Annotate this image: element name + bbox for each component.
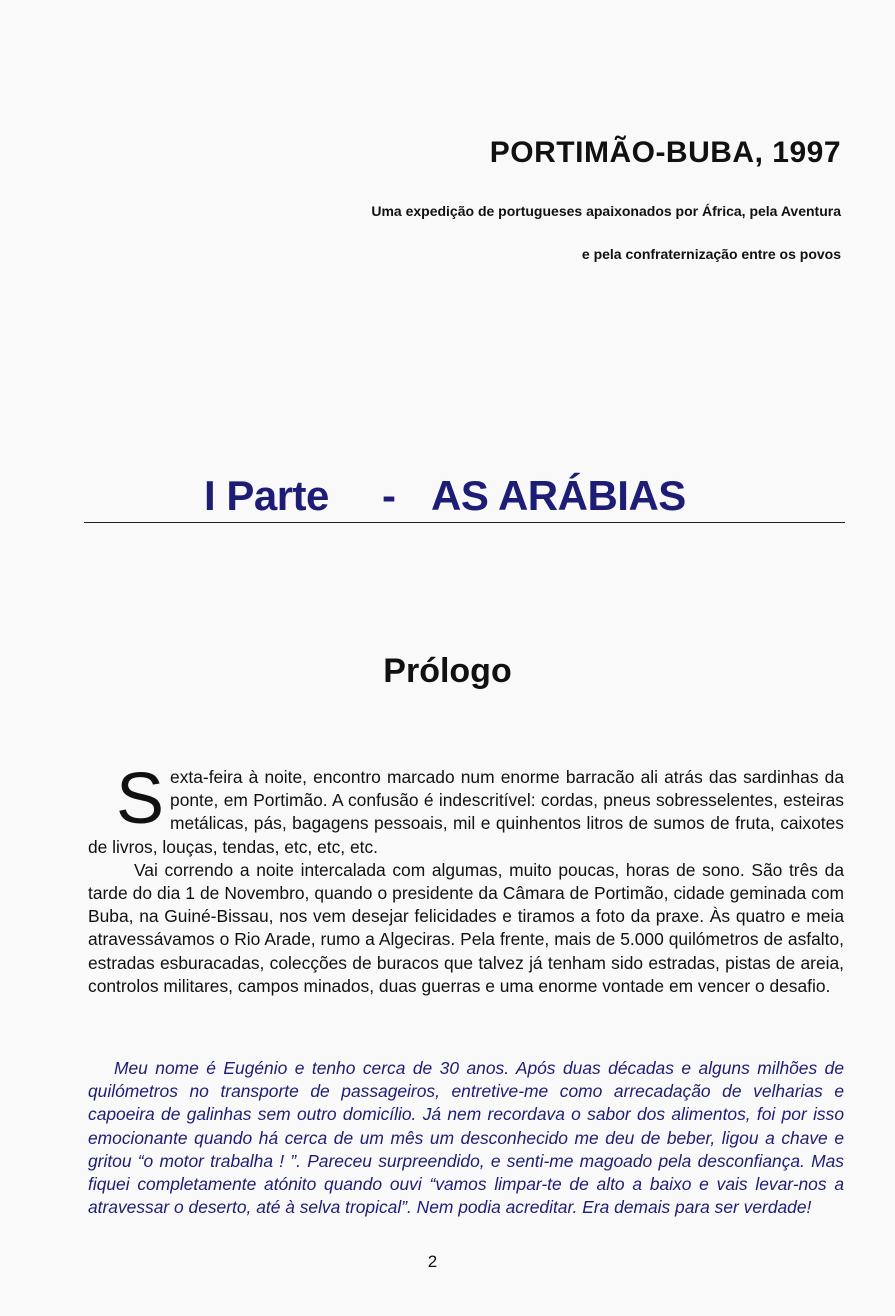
paragraph-1-text: exta-feira à noite, encontro marcado num enorme barracão ali atrás das sardinhas da ponte, em Portimão. A confusão é indescritível: cordas, pneus sobresselentes, esteiras metálicas, pás, bagagens pessoais, mil e quinhentos litros de sumos de fruta, caixotes de livros, louças, tendas, etc, etc, etc. (88, 767, 844, 857)
part-dash: - (382, 472, 396, 519)
part-label: I Parte (204, 472, 329, 519)
subtitle-line-1: Uma expedição de portugueses apaixonados por África, pela Aventura (371, 203, 841, 219)
paragraph-1 (88, 759, 844, 859)
part-name: AS ARÁBIAS (431, 472, 686, 519)
page-number: 2 (427, 1252, 438, 1271)
subtitle-line-2: e pela confraternização entre os povos (581, 246, 841, 262)
paragraph-2: Vai correndo a noite intercalada com algumas, muito poucas, horas de sono. São três da tarde do dia 1 de Novembro, quando o presidente da Câmara de Portimão, cidade geminada com Buba, na Guiné-Bissau, nos vem desejar felicidades e tiramos a foto da praxe. Às quatro e meia atravessávamos o Rio Arade, rumo a Algeciras. Pela frente, mais de 5.000 quilómetros de asfalto, estradas esburacadas, colecções de buracos que talvez já tenham sido estradas, pistas de areia, controlos militares, campos minados, duas guerras e uma enorme vontade em vencer o desafio. (88, 859, 844, 996)
italic-passage: Meu nome é Eugénio e tenho cerca de 30 anos. Após duas décadas e alguns milhões de quilómetros no transporte de passageiros, entretive-me como arrecadação de velharias e capoeira de galinhas sem outro domicílio. Já nem recordava o sabor dos alimentos, foi por isso emocionante quando há cerca de um mês um desconhecido me deu de beber, ligou a chave e gritou “o motor trabalha ! ”. Pareceu surpreendido, e senti-me magoado pela desconfiança. Mas fiquei completamente atónito quando ouvi “vamos limpar-te de alto a baixo e vais levar-nos a atravessar o deserto, até à selva tropical”. Nem podia acreditar. Era demais para ser verdade! (88, 1058, 844, 1218)
section-title: Prólogo (383, 652, 512, 690)
heading-divider (84, 522, 845, 523)
document-title: PORTIMÃO-BUBA, 1997 (489, 136, 841, 169)
body-text (88, 759, 844, 998)
drop-cap: S (116, 759, 165, 839)
